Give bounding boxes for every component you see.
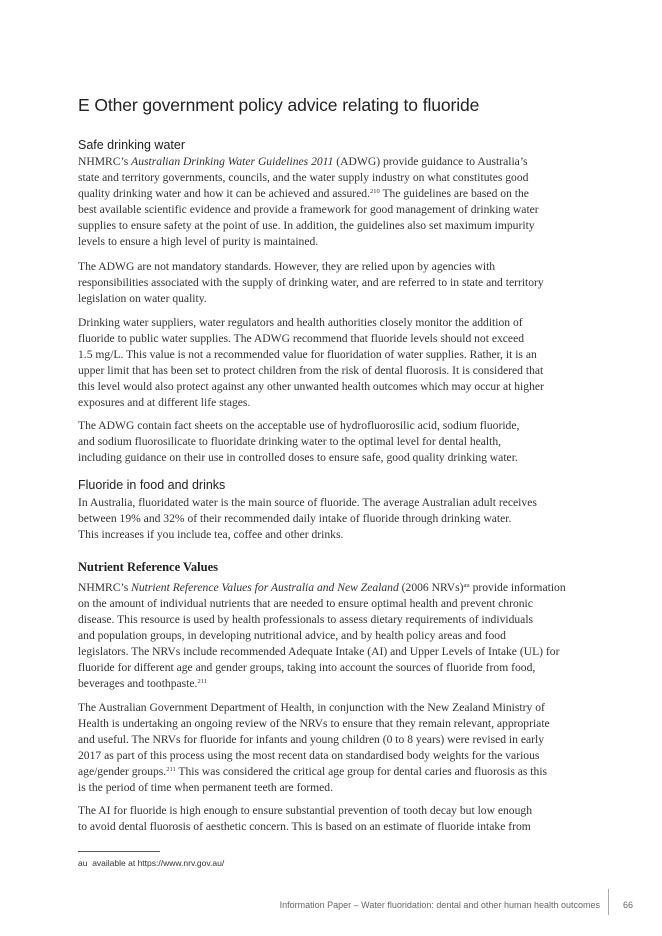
heading-nutrient-reference-values: Nutrient Reference Values bbox=[78, 560, 219, 574]
paragraph-adwg-not-mandatory bbox=[78, 259, 598, 307]
text-line: The AI for fluoride is high enough to ensure substantial prevention of tooth decay but low enough bbox=[78, 804, 532, 817]
text-line: fluoride for different age and gender groups, taking into account the sources of fluoride from food, bbox=[78, 661, 536, 674]
footnote bbox=[78, 858, 478, 868]
document-title-italic: Australian Drinking Water Guidelines 2011 bbox=[131, 155, 334, 168]
text-line: Drinking water suppliers, water regulators and health authorities closely monitor the addition of bbox=[78, 316, 523, 329]
heading-fluoride-food-drinks: Fluoride in food and drinks bbox=[78, 478, 226, 492]
footnote-link-text[interactable]: available at https://www.nrv.gov.au/ bbox=[92, 858, 225, 868]
footnote-marker: au bbox=[463, 582, 470, 589]
text-line: The Australian Government Department of Health, in conjunction with the New Zealand Ministry of bbox=[78, 701, 545, 714]
text-run: age/gender groups. bbox=[78, 765, 167, 778]
text-line: upper limit that has been set to protect children from the risk of dental fluorosis. It is considered that bbox=[78, 364, 544, 377]
text-run: quality drinking water and how it can be achieved and assured. bbox=[78, 187, 371, 200]
text-run: (2006 NRVs) bbox=[398, 581, 464, 594]
reference-marker: 210 bbox=[370, 188, 380, 195]
text-run: (ADWG) provide guidance to Australia’s bbox=[333, 155, 528, 168]
text-line: In Australia, fluoridated water is the main source of fluoride. The average Australian adult receives bbox=[78, 496, 537, 509]
text-line: The ADWG contain fact sheets on the acceptable use of hydrofluorosilic acid, sodium fluoride, bbox=[78, 419, 520, 432]
text-line: Health is undertaking an ongoing review of the NRVs to ensure that they remain relevant, appropriate bbox=[78, 717, 550, 730]
text-run: provide information bbox=[469, 581, 566, 594]
text-line: and useful. The NRVs for fluoride for infants and young children (0 to 8 years) were revised in early bbox=[78, 733, 545, 746]
text-line: on the amount of individual nutrients that are needed to ensure optimal health and prevent chronic bbox=[78, 597, 533, 610]
paragraph-fluoride-monitoring bbox=[78, 315, 598, 411]
text-line bbox=[78, 580, 598, 596]
text-line: legislators. The NRVs include recommended Adequate Intake (AI) and Upper Levels of Intake (UL) for bbox=[78, 645, 560, 658]
text-line: responsibilities associated with the supply of drinking water, and are referred to in state and territory bbox=[78, 276, 544, 289]
reference-marker: 211 bbox=[197, 678, 207, 685]
text-line: this level would also protect against any other unwanted health outcomes which may occur at higher bbox=[78, 380, 544, 393]
page-number: 66 bbox=[622, 900, 633, 910]
text-line: is the period of time when permanent teeth are formed. bbox=[78, 781, 333, 794]
paragraph-fluoride-sources bbox=[78, 495, 598, 543]
running-title: Information Paper – Water fluoridation: dental and other human health outcomes bbox=[279, 900, 600, 910]
footnote-marker: au bbox=[78, 858, 88, 868]
text-run: NHMRC’s bbox=[78, 581, 132, 594]
text-line: including guidance on their use in controlled doses to ensure safe, good quality drinking water. bbox=[78, 451, 518, 464]
reference-marker: 211 bbox=[166, 766, 176, 773]
paragraph-nrv-review bbox=[78, 700, 598, 796]
text-line bbox=[78, 764, 598, 780]
text-line: levels to ensure a high level of purity is maintained. bbox=[78, 235, 319, 248]
document-title-italic: Nutrient Reference Values for Australia and New Zealand bbox=[131, 581, 399, 594]
section-title: E Other government policy advice relating to fluoride bbox=[78, 95, 480, 115]
text-line bbox=[78, 186, 598, 202]
text-run: This was considered the critical age group for dental caries and fluorosis as this bbox=[175, 765, 548, 778]
text-line: state and territory governments, councils, and the water supply industry on what constitutes good bbox=[78, 171, 529, 184]
paragraph-adwg-fact-sheets bbox=[78, 418, 598, 466]
paragraph-nrv-intro bbox=[78, 580, 598, 692]
text-line: to avoid dental fluorosis of aesthetic concern. This is based on an estimate of fluoride intake from bbox=[78, 820, 531, 833]
text-line: 1.5 mg/L. This value is not a recommended value for fluoridation of water supplies. Rather, it is an bbox=[78, 348, 537, 361]
text-line: best available scientific evidence and provide a framework for good management of drinking water bbox=[78, 203, 539, 216]
text-line: This increases if you include tea, coffee and other drinks. bbox=[78, 528, 344, 541]
paragraph-adwg-intro bbox=[78, 154, 598, 250]
text-line bbox=[78, 676, 598, 692]
footer-divider bbox=[608, 889, 609, 915]
text-line: exposures and at different life stages. bbox=[78, 396, 251, 409]
text-line: between 19% and 32% of their recommended daily intake of fluoride through drinking water. bbox=[78, 512, 512, 525]
text-line: and population groups, in developing nutritional advice, and by health policy areas and food bbox=[78, 629, 506, 642]
text-run: beverages and toothpaste. bbox=[78, 677, 198, 690]
text-run: NHMRC’s bbox=[78, 155, 132, 168]
text-line: disease. This resource is used by health professionals to assess dietary requirements of individuals bbox=[78, 613, 534, 626]
text-line: legislation on water quality. bbox=[78, 292, 207, 305]
text-line bbox=[78, 154, 598, 170]
text-run: The guidelines are based on the bbox=[379, 187, 529, 200]
text-line: 2017 as part of this process using the most recent data on standardised body weights for the various bbox=[78, 749, 540, 762]
text-line: and sodium fluorosilicate to fluoridate drinking water to the optimal level for dental health, bbox=[78, 435, 502, 448]
text-line: The ADWG are not mandatory standards. However, they are relied upon by agencies with bbox=[78, 260, 496, 273]
text-line: supplies to ensure safety at the point of use. In addition, the guidelines also set maximum impurity bbox=[78, 219, 535, 232]
footnote-divider bbox=[78, 851, 160, 852]
text-line: fluoride to public water supplies. The ADWG recommend that fluoride levels should not exceed bbox=[78, 332, 525, 345]
heading-safe-drinking-water: Safe drinking water bbox=[78, 138, 186, 152]
paragraph-ai-fluoride bbox=[78, 803, 598, 835]
